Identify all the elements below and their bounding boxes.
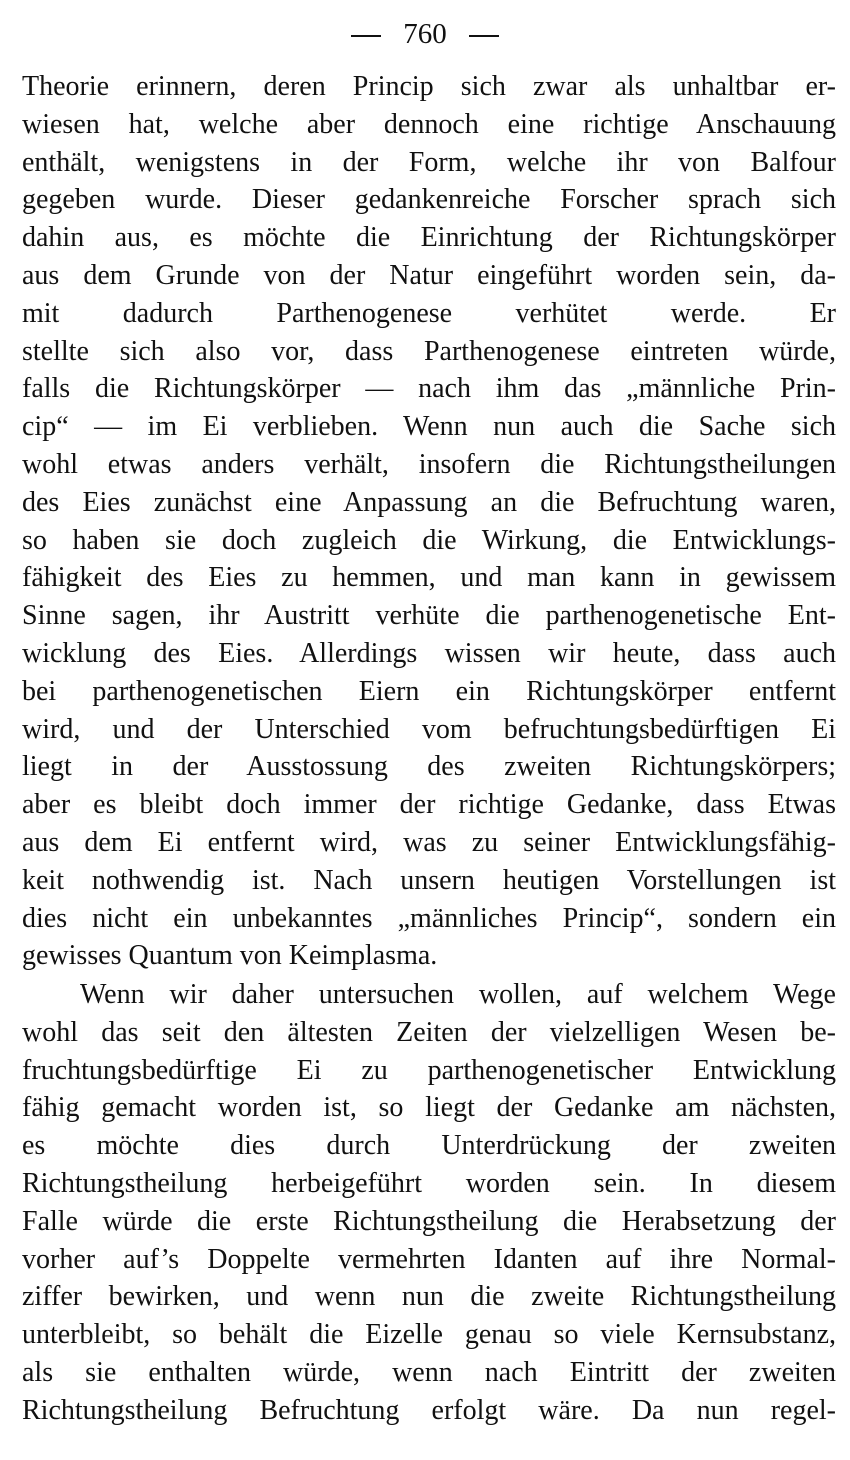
text-line: wiesen hat, welche aber dennoch eine richtige Anschauung — [22, 108, 836, 140]
text-line: aber es bleibt doch immer der richtige Gedanke, dass Etwas — [22, 789, 836, 821]
text-line: falls die Richtungskörper — nach ihm das „männliche Prin- — [22, 373, 836, 405]
text-line: dahin aus, es möchte die Einrichtung der Richtungskörper — [22, 222, 836, 254]
text-line: fähig gemacht worden ist, so liegt der Gedanke am nächsten, — [22, 1092, 836, 1124]
page-header — [0, 14, 850, 54]
text-line: Wenn wir daher untersuchen wollen, auf welchem Wege — [80, 979, 836, 1010]
text-line: Richtungstheilung Befruchtung erfolgt wäre. Da nun regel- — [22, 1394, 836, 1426]
text-line: so haben sie doch zugleich die Wirkung, die Entwicklungs- — [22, 524, 836, 556]
header-dash-right — [469, 35, 499, 37]
text-line: des Eies zunächst eine Anpassung an die Befruchtung waren, — [22, 486, 836, 518]
paragraph-1 — [22, 68, 836, 975]
text-line: stellte sich also vor, dass Parthenogenese eintreten würde, — [22, 335, 836, 367]
text-line: vorher auf’s Doppelte vermehrten Idanten auf ihre Normal- — [22, 1243, 836, 1275]
text-line: dies nicht ein unbekanntes „männliches Princip“, sondern ein — [22, 902, 836, 934]
text-line: aus dem Ei entfernt wird, was zu seiner Entwicklungsfähig- — [22, 826, 836, 858]
text-line: Theorie erinnern, deren Princip sich zwar als unhaltbar er- — [22, 71, 836, 102]
text-line: unterbleibt, so behält die Eizelle genau so viele Kernsubstanz, — [22, 1319, 836, 1351]
text-line: bei parthenogenetischen Eiern ein Richtungskörper entfernt — [22, 675, 836, 707]
text-line: fähigkeit des Eies zu hemmen, und man kann in gewissem — [22, 562, 836, 594]
text-line: ziffer bewirken, und wenn nun die zweite Richtungstheilung — [22, 1281, 836, 1313]
text-line: wird, und der Unterschied vom befruchtungsbedürftigen Ei — [22, 713, 836, 745]
text-line: cip“ — im Ei verblieben. Wenn nun auch die Sache sich — [22, 411, 836, 443]
text-line: mit dadurch Parthenogenese verhütet werde. Er — [22, 297, 836, 329]
text-line: enthält, wenigstens in der Form, welche ihr von Balfour — [22, 146, 836, 178]
text-line: Richtungstheilung herbeigeführt worden sein. In diesem — [22, 1167, 836, 1199]
header-dash-left — [351, 35, 381, 37]
text-line: Sinne sagen, ihr Austritt verhüte die parthenogenetische Ent- — [22, 600, 836, 632]
text-line: wohl das seit den ältesten Zeiten der vielzelligen Wesen be- — [22, 1016, 836, 1048]
text-line: wicklung des Eies. Allerdings wissen wir heute, dass auch — [22, 637, 836, 669]
text-line: aus dem Grunde von der Natur eingeführt worden sein, da- — [22, 259, 836, 291]
text-line: es möchte dies durch Unterdrückung der zweiten — [22, 1130, 836, 1162]
page-number: 760 — [403, 18, 447, 50]
text-line: liegt in der Ausstossung des zweiten Richtungskörpers; — [22, 751, 836, 783]
text-line: Falle würde die erste Richtungstheilung die Herabsetzung der — [22, 1205, 836, 1237]
text-line: als sie enthalten würde, wenn nach Eintritt der zweiten — [22, 1356, 836, 1388]
text-line: gewisses Quantum von Keimplasma. — [22, 940, 438, 972]
text-line: wohl etwas anders verhält, insofern die Richtungstheilungen — [22, 448, 836, 480]
paragraph-2 — [22, 976, 836, 1430]
text-line: fruchtungsbedürftige Ei zu parthenogenetischer Entwicklung — [22, 1054, 836, 1086]
text-line: gegeben wurde. Dieser gedankenreiche Forscher sprach sich — [22, 184, 836, 216]
text-line: keit nothwendig ist. Nach unsern heutigen Vorstellungen ist — [22, 864, 836, 896]
